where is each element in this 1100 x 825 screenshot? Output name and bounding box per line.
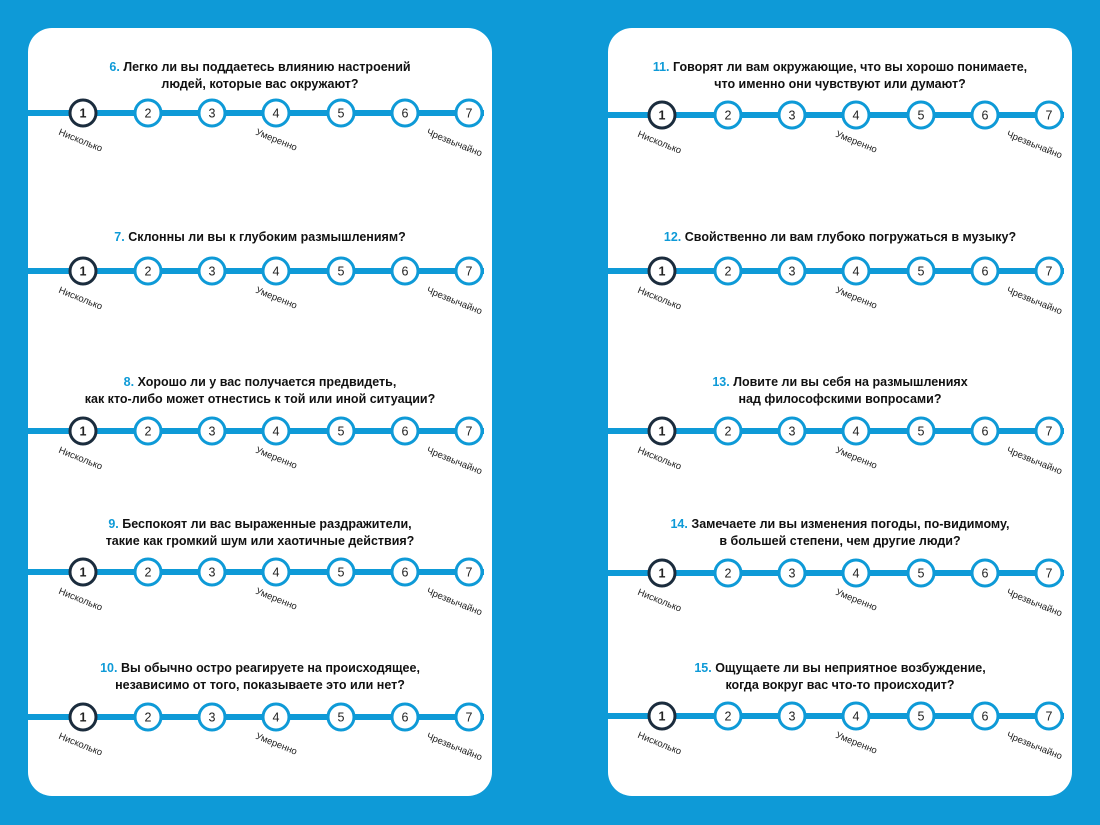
rating-scale — [28, 565, 492, 652]
question-text — [608, 516, 1072, 549]
question-number: 15. — [694, 661, 712, 675]
scale-label-high: Чрезвычайно — [1004, 730, 1064, 763]
rating-scale — [608, 264, 1072, 351]
question-line: Замечаете ли вы изменения погоды, по-видимому, — [691, 517, 1010, 531]
scale-option-1[interactable]: 1 — [69, 417, 98, 446]
question-text — [608, 374, 1072, 407]
scale-label-mid: Умеренно — [253, 127, 299, 154]
scale-label-high: Чрезвычайно — [424, 445, 484, 478]
scale-option-4[interactable]: 4 — [262, 558, 291, 587]
question-line: независимо от того, показываете это или нет? — [115, 677, 405, 692]
left-page — [28, 28, 492, 796]
scale-option-6[interactable]: 6 — [971, 417, 1000, 446]
scale-option-3[interactable]: 3 — [778, 257, 807, 286]
question-line: Легко ли вы поддаетесь влиянию настроений — [123, 60, 411, 74]
scale-option-2[interactable]: 2 — [714, 417, 743, 446]
scale-option-5[interactable]: 5 — [327, 703, 356, 732]
scale-label-mid: Умеренно — [833, 445, 879, 472]
rating-scale — [608, 108, 1072, 195]
scale-option-7[interactable]: 7 — [1035, 702, 1064, 731]
question-line: как кто-либо может отнестись к той или иной ситуации? — [84, 391, 436, 406]
question-text — [28, 229, 492, 246]
scale-option-1[interactable]: 1 — [69, 703, 98, 732]
scale-option-2[interactable]: 2 — [134, 99, 163, 128]
scale-option-7[interactable]: 7 — [1035, 417, 1064, 446]
scale-option-6[interactable]: 6 — [391, 417, 420, 446]
scale-option-4[interactable]: 4 — [842, 702, 871, 731]
scale-label-high: Чрезвычайно — [424, 285, 484, 318]
question-line: Беспокоят ли вас выраженные раздражители, — [122, 517, 412, 531]
rating-scale — [28, 710, 492, 797]
scale-option-6[interactable]: 6 — [971, 101, 1000, 130]
rating-scale — [28, 106, 492, 193]
scale-option-4[interactable]: 4 — [842, 101, 871, 130]
scale-option-3[interactable]: 3 — [198, 558, 227, 587]
scale-option-5[interactable]: 5 — [327, 257, 356, 286]
scale-option-3[interactable]: 3 — [778, 417, 807, 446]
scale-label-low: Нисколько — [56, 586, 104, 614]
scale-option-4[interactable]: 4 — [262, 703, 291, 732]
scale-option-3[interactable]: 3 — [778, 559, 807, 588]
rating-scale — [608, 709, 1072, 796]
scale-option-5[interactable]: 5 — [327, 99, 356, 128]
question-text — [28, 516, 492, 549]
scale-option-7[interactable]: 7 — [455, 703, 484, 732]
scale-label-mid: Умеренно — [253, 731, 299, 758]
scale-option-3[interactable]: 3 — [198, 703, 227, 732]
scale-label-mid: Умеренно — [833, 587, 879, 614]
scale-label-high: Чрезвычайно — [1004, 285, 1064, 318]
question-text — [608, 229, 1072, 246]
scale-option-2[interactable]: 2 — [134, 703, 163, 732]
question-text — [608, 660, 1072, 693]
scale-option-7[interactable]: 7 — [1035, 101, 1064, 130]
right-page — [608, 28, 1072, 796]
question-line: такие как громкий шум или хаотичные действия? — [105, 533, 415, 548]
scale-label-high: Чрезвычайно — [424, 127, 484, 160]
scale-label-mid: Умеренно — [833, 129, 879, 156]
scale-option-1[interactable]: 1 — [648, 702, 677, 731]
rating-scale — [608, 424, 1072, 511]
question-line: Ощущаете ли вы неприятное возбуждение, — [715, 661, 986, 675]
question-number: 12. — [663, 230, 682, 244]
scale-option-2[interactable]: 2 — [134, 417, 163, 446]
scale-option-5[interactable]: 5 — [327, 558, 356, 587]
scale-label-mid: Умеренно — [253, 285, 299, 312]
scale-option-2[interactable]: 2 — [714, 257, 743, 286]
scale-option-3[interactable]: 3 — [198, 417, 227, 446]
scale-label-mid: Умеренно — [833, 285, 879, 312]
scale-option-2[interactable]: 2 — [714, 101, 743, 130]
scale-option-4[interactable]: 4 — [262, 417, 291, 446]
scale-option-6[interactable]: 6 — [971, 257, 1000, 286]
scale-label-high: Чрезвычайно — [1004, 445, 1064, 478]
question-line: Свойственно ли вам глубоко погружаться в музыку? — [684, 230, 1017, 244]
scale-option-4[interactable]: 4 — [262, 257, 291, 286]
scale-option-7[interactable]: 7 — [455, 99, 484, 128]
scale-label-high: Чрезвычайно — [1004, 587, 1064, 620]
scale-option-4[interactable]: 4 — [842, 559, 871, 588]
scale-option-4[interactable]: 4 — [842, 417, 871, 446]
scale-label-mid: Умеренно — [253, 445, 299, 472]
scale-label-low: Нисколько — [635, 129, 683, 157]
scale-label-low: Нисколько — [56, 127, 104, 155]
scale-label-low: Нисколько — [635, 285, 683, 313]
scale-option-5[interactable]: 5 — [907, 702, 936, 731]
question-line: в большей степени, чем другие люди? — [719, 533, 961, 548]
scale-option-1[interactable]: 1 — [69, 558, 98, 587]
scale-label-high: Чрезвычайно — [1004, 129, 1064, 162]
scale-option-4[interactable]: 4 — [842, 257, 871, 286]
scale-label-high: Чрезвычайно — [424, 586, 484, 619]
scale-label-low: Нисколько — [56, 731, 104, 759]
question-line: Ловите ли вы себя на размышлениях — [733, 375, 968, 389]
scale-option-5[interactable]: 5 — [907, 559, 936, 588]
scale-label-mid: Умеренно — [833, 730, 879, 757]
question-text — [608, 59, 1072, 92]
scale-option-7[interactable]: 7 — [1035, 559, 1064, 588]
question-line: над философскими вопросами? — [738, 391, 942, 406]
question-number: 6. — [109, 60, 120, 74]
scale-label-low: Нисколько — [635, 445, 683, 473]
scale-option-3[interactable]: 3 — [198, 99, 227, 128]
question-number: 14. — [670, 517, 688, 531]
scale-option-1[interactable]: 1 — [648, 257, 677, 286]
question-number: 8. — [123, 375, 135, 389]
scale-option-3[interactable]: 3 — [778, 702, 807, 731]
question-line: что именно они чувствуют или думают? — [714, 76, 966, 91]
scale-option-4[interactable]: 4 — [262, 99, 291, 128]
scale-option-5[interactable]: 5 — [907, 417, 936, 446]
question-line: Хорошо ли у вас получается предвидеть, — [137, 375, 397, 389]
rating-scale — [28, 424, 492, 511]
question-number: 7. — [114, 230, 125, 244]
question-number: 13. — [712, 375, 730, 389]
scale-option-7[interactable]: 7 — [455, 417, 484, 446]
scale-label-high: Чрезвычайно — [424, 731, 484, 764]
question-text — [28, 374, 492, 407]
scale-option-1[interactable]: 1 — [69, 99, 98, 128]
scale-option-2[interactable]: 2 — [134, 558, 163, 587]
scale-label-mid: Умеренно — [253, 586, 299, 613]
scale-label-low: Нисколько — [635, 730, 683, 758]
scale-option-5[interactable]: 5 — [907, 257, 936, 286]
question-line: Склонны ли вы к глубоким размышлениям? — [128, 230, 406, 244]
scale-option-6[interactable]: 6 — [971, 702, 1000, 731]
scale-label-low: Нисколько — [635, 587, 683, 615]
rating-scale — [608, 566, 1072, 653]
scale-option-2[interactable]: 2 — [134, 257, 163, 286]
question-text — [28, 660, 492, 693]
rating-scale — [28, 264, 492, 351]
scale-option-1[interactable]: 1 — [69, 257, 98, 286]
scale-option-7[interactable]: 7 — [455, 257, 484, 286]
question-line: Говорят ли вам окружающие, что вы хорошо понимаете, — [673, 60, 1028, 74]
scale-label-low: Нисколько — [56, 445, 104, 473]
scale-option-1[interactable]: 1 — [648, 101, 677, 130]
question-line: людей, которые вас окружают? — [161, 76, 359, 91]
question-number: 10. — [100, 661, 118, 675]
scale-option-5[interactable]: 5 — [327, 417, 356, 446]
scale-option-3[interactable]: 3 — [198, 257, 227, 286]
scale-label-low: Нисколько — [56, 285, 104, 313]
scale-option-1[interactable]: 1 — [648, 417, 677, 446]
question-number: 9. — [108, 517, 119, 531]
scale-option-7[interactable]: 7 — [1035, 257, 1064, 286]
scale-option-6[interactable]: 6 — [391, 99, 420, 128]
scale-option-2[interactable]: 2 — [714, 702, 743, 731]
scale-option-6[interactable]: 6 — [391, 703, 420, 732]
scale-option-2[interactable]: 2 — [714, 559, 743, 588]
scale-option-6[interactable]: 6 — [971, 559, 1000, 588]
question-line: когда вокруг вас что-то происходит? — [725, 677, 955, 692]
scale-option-3[interactable]: 3 — [778, 101, 807, 130]
scale-option-5[interactable]: 5 — [907, 101, 936, 130]
question-number: 11. — [652, 60, 670, 74]
question-line: Вы обычно остро реагируете на происходящее, — [120, 661, 420, 675]
scale-option-6[interactable]: 6 — [391, 257, 420, 286]
scale-option-1[interactable]: 1 — [648, 559, 677, 588]
scale-option-7[interactable]: 7 — [455, 558, 484, 587]
question-text — [28, 59, 492, 92]
scale-option-6[interactable]: 6 — [391, 558, 420, 587]
